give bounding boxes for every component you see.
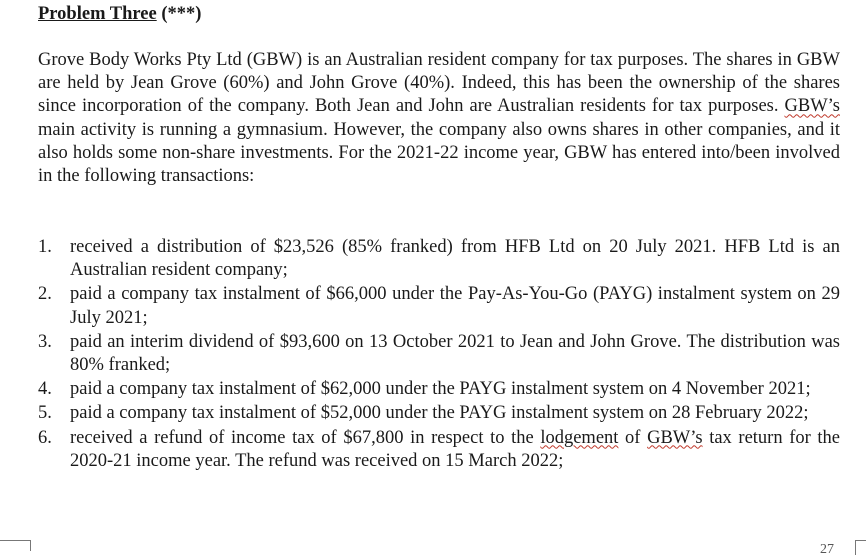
difficulty-stars: (***) xyxy=(161,4,202,24)
page-number: 27 xyxy=(820,542,834,557)
list-item xyxy=(38,378,840,401)
list-text: tax return for the 2020-21 income year. The refund was received on 15 March 2022; xyxy=(70,427,840,471)
list-text: paid an interim dividend of $93,600 on 13 October 2021 to Jean and John Grove. The distribution was 80% franked; xyxy=(70,331,840,376)
list-item xyxy=(38,402,840,425)
list-text: paid a company tax instalment of $62,000 under the PAYG instalment system on 4 November 2021; xyxy=(70,379,811,400)
list-text: paid a company tax instalment of $52,000 under the PAYG instalment system on 28 February 2022; xyxy=(70,403,809,424)
list-number: 1. xyxy=(38,237,52,257)
list-text: of xyxy=(618,427,648,448)
spellcheck-word: GBW’s xyxy=(784,96,840,117)
intro-text-2: main activity is running a gymnasium. However, the company also owns shares in other companies, and it also holds some non-share investments. For the 2021-22 income year, GBW has entered into/been involved in the following transactions: xyxy=(38,119,840,187)
list-number: 5. xyxy=(38,403,52,424)
list-number: 2. xyxy=(38,284,52,305)
list-text: received a refund of income tax of $67,800 in respect to the xyxy=(70,427,541,448)
list-item xyxy=(38,427,840,473)
list-item xyxy=(38,236,840,282)
list-number: 6. xyxy=(38,427,52,448)
list-item xyxy=(38,331,840,377)
list-text: received a distribution of $23,526 (85% franked) from HFB Ltd on 20 July 2021. HFB Ltd is an Australian resident company; xyxy=(70,237,840,281)
page-corner-mark-left xyxy=(0,540,31,551)
spellcheck-word: lodgement xyxy=(540,427,619,448)
intro-text-1: Grove Body Works Pty Ltd (GBW) is an Australian resident company for tax purposes. The shares in GBW are held by Jean Grove (60%) and John Grove (40%). Indeed, this has been the ownership of the shares since incorporation of the company. Both Jean and John are Australian residents for tax purposes. xyxy=(38,50,840,117)
intro-paragraph xyxy=(38,49,840,188)
spellcheck-word: GBW’s xyxy=(647,427,703,448)
page-corner-mark-right xyxy=(855,540,866,555)
problem-heading xyxy=(38,3,201,25)
list-item xyxy=(38,283,840,329)
problem-title: Problem Three xyxy=(38,4,157,24)
transaction-list xyxy=(38,236,840,474)
list-number: 3. xyxy=(38,331,52,352)
list-text: paid a company tax instalment of $66,000 under the Pay-As-You-Go (PAYG) instalment system on 29 July 2021; xyxy=(70,284,840,328)
list-number: 4. xyxy=(38,379,52,400)
